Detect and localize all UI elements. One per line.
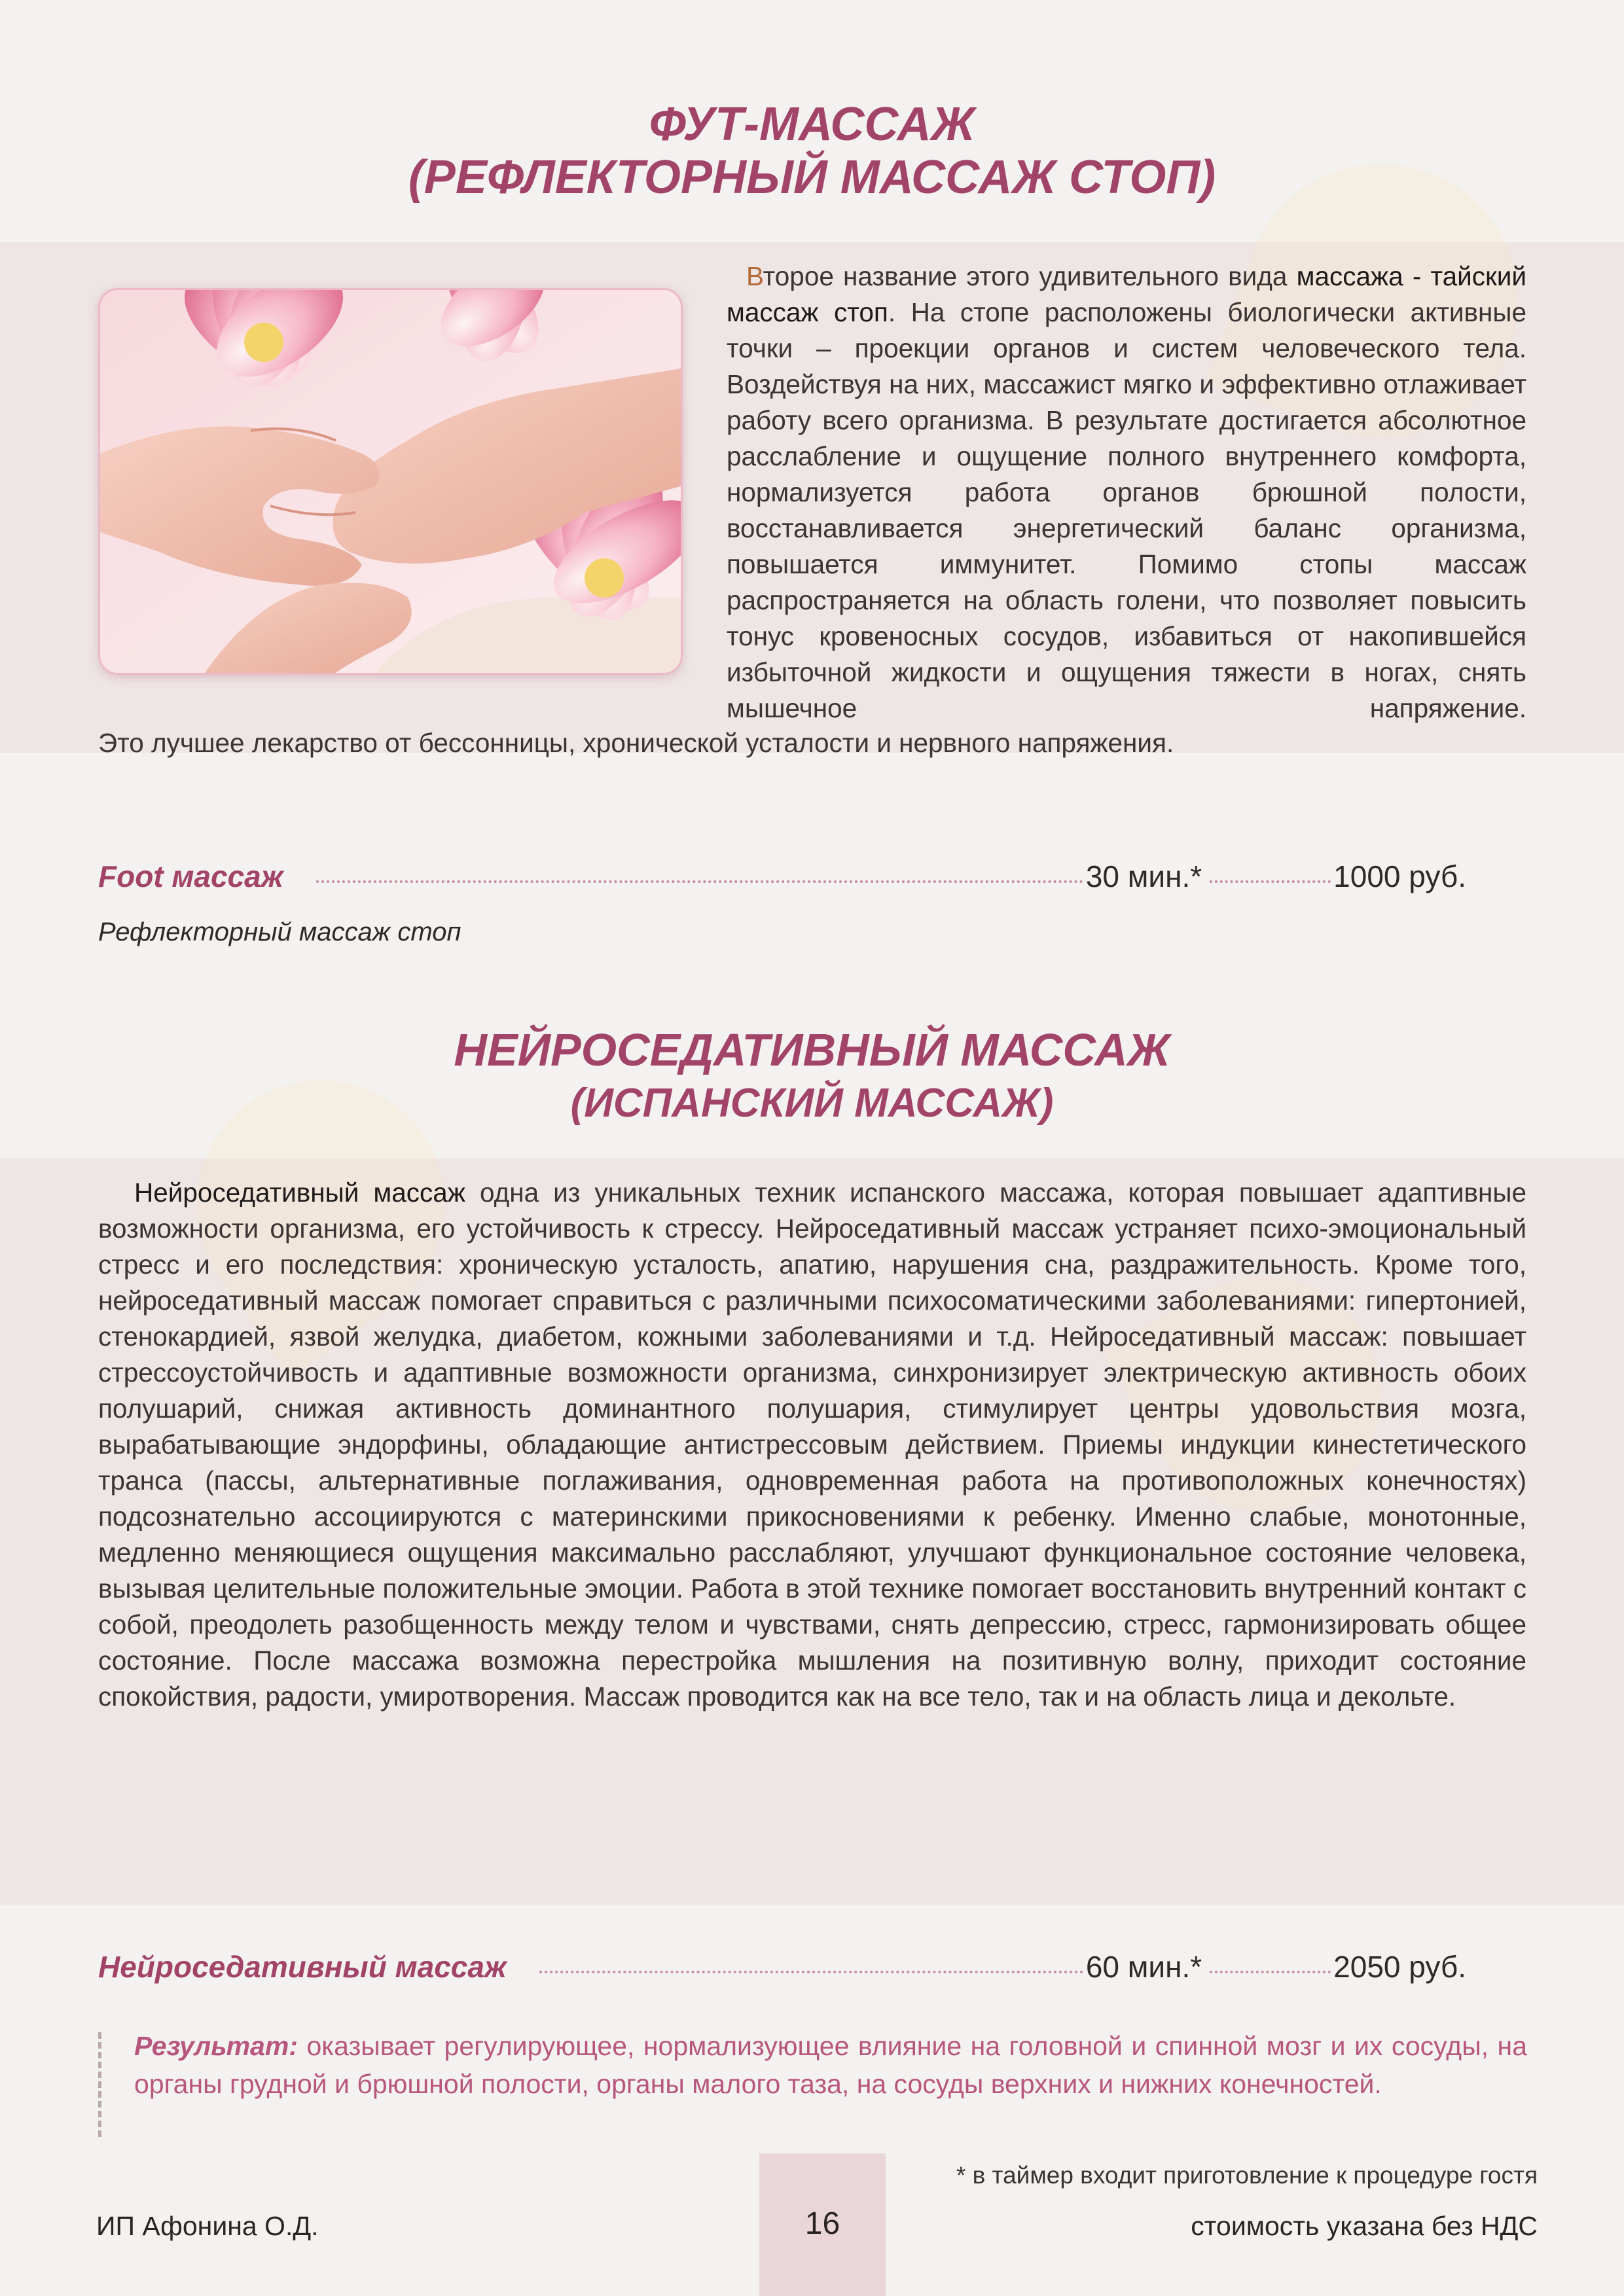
section2-title-line1: НЕЙРОСЕДАТИВНЫЙ МАССАЖ: [454, 1024, 1170, 1075]
dot-leader: [539, 1971, 1083, 1973]
section2-lead: Нейроседативный массаж: [134, 1177, 465, 1208]
section2-title: [0, 1024, 1624, 1127]
page-number-box: [759, 2153, 886, 2296]
footnote: * в таймер входит приготовление к процедуре гостя: [956, 2162, 1538, 2189]
dot-leader: [1210, 1971, 1331, 1973]
dot-leader: [316, 880, 1083, 883]
section2-text: одна из уникальных техник испанского массажа, которая повышает адаптивные возможности организма, его устойчивость к стрессу. Нейроседативный массаж устраняет психо-эмоциональный стресс и его последствия: хроническую усталость, апатию, нарушения сна, раздражительность. Кроме того, нейроседативный массаж помогает справиться с различными психосоматическими заболеваниями: гипертонией, стенокардией, язвой желудка, диабетом, кожными заболеваниями и т.д. Нейроседативный массаж: повышает стрессоустойчивость и адаптивные возможности организма, синхронизирует электрическую активность обоих полушарий, снижая активность доминантного полушария, стимулирует центры удовольствия мозга, вырабатывающие эндорфины, обладающие антистрессовым действием. Приемы индукции кинестетического транса (пассы, альтернативные поглаживания, одновременная работа на противоположных конечностях) подсознательно ассоциируются с материнскими прикосновениями к ребенку. Именно слабые, монотонные, медленно меняющиеся ощущения максимально расслабляют, улучшают функциональное состояние человека, вызывая целительные положительные эмоции. Работа в этой технике помогает восстановить внутренний контакт с собой, преодолеть разобщенность между телом и чувствами, снять депрессию, стресс, гармонизировать общее состояние. После массажа возможна перестройка мышления на позитивную волну, приходит состояние спокойствия, радости, умиротворения. Массаж проводится как на все тело, так и на область лица и декольте.: [98, 1177, 1526, 1712]
price-row-foot-massage: [98, 859, 1466, 894]
foot-massage-illustration: [100, 290, 681, 673]
footer-company: ИП Афонина О.Д.: [96, 2211, 319, 2241]
service-price: 1000 руб.: [1333, 859, 1466, 893]
dot-leader: [1210, 880, 1331, 883]
result-body: оказывает регулирующее, нормализующее влияние на головной и спинной мозг и их сосуды, на органы грудной и брюшной полости, органы малого таза, на сосуды верхних и нижних конечностей.: [134, 2031, 1527, 2099]
intro-highlight: массажа - тайский массаж стоп: [727, 261, 1526, 327]
intro-text-main: . На стопе расположены биологически активные точки – проекции органов и систем человеческого тела. Воздействуя на них, массажист мягко и эффективно отлаживает работу всего организма. В результате достигается абсолютное расслабление и ощущение полного внутреннего комфорта, нормализуется работа органов брюшной полости, восстанавливается энергетический баланс организма, повышается иммунитет. Помимо стопы массаж распространяется на область голени, что позволяет повысить тонус кровеносных сосудов, избавиться от накопившейся избыточной жидкости и ощущения тяжести в ногах, снять мышечное напряжение.: [727, 297, 1527, 723]
section1-title-line2: (РЕФЛЕКТОРНЫЙ МАССАЖ СТОП): [408, 151, 1216, 204]
price-row-neurosedative: [98, 1949, 1466, 1984]
service-name: Нейроседативный массаж: [98, 1950, 507, 1984]
service-duration: 60 мин.*: [1085, 1950, 1202, 1984]
section2-body-text: [98, 1175, 1526, 1715]
foot-massage-photo: [98, 288, 683, 675]
section2-title-line2: (ИСПАНСКИЙ МАССАЖ): [570, 1081, 1054, 1126]
section1-title-line1: ФУТ-МАССАЖ: [649, 98, 975, 151]
drop-letter: В: [746, 261, 763, 291]
result-label: Результат:: [134, 2031, 298, 2061]
service-subtitle: Рефлекторный массаж стоп: [98, 918, 461, 946]
service-duration: 30 мин.*: [1085, 859, 1202, 893]
service-name: Foot массаж: [98, 859, 283, 893]
result-marker: [98, 2032, 111, 2137]
section1-title: [0, 98, 1624, 204]
intro-text-start: торое название этого удивительного вида: [763, 261, 1297, 291]
service-price: 2050 руб.: [1333, 1950, 1466, 1984]
section1-closing-text: Это лучшее лекарство от бессонницы, хронической усталости и нервного напряжения.: [98, 728, 1174, 758]
section1-intro-text: [727, 259, 1526, 726]
page-number: 16: [804, 2206, 840, 2241]
footer-vat-note: стоимость указана без НДС: [1191, 2211, 1538, 2241]
result-text: [134, 2027, 1527, 2103]
